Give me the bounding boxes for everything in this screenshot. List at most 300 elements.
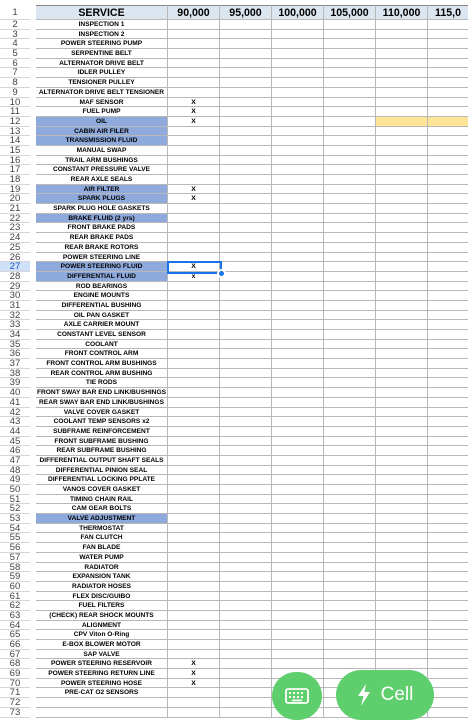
row-number[interactable]: 23	[0, 223, 30, 233]
grid-cell[interactable]	[168, 156, 220, 166]
grid-cell[interactable]	[376, 417, 428, 427]
grid-cell[interactable]	[272, 117, 324, 127]
grid-cell[interactable]	[168, 243, 220, 253]
grid-cell[interactable]	[428, 563, 468, 573]
grid-cell[interactable]	[272, 630, 324, 640]
grid-cell[interactable]	[324, 107, 376, 117]
grid-cell[interactable]	[220, 185, 272, 195]
grid-cell[interactable]	[376, 204, 428, 214]
service-cell[interactable]: WATER PUMP	[36, 553, 168, 563]
grid-cell[interactable]	[428, 88, 468, 98]
grid-cell[interactable]	[428, 253, 468, 263]
grid-cell[interactable]	[376, 650, 428, 660]
grid-cell[interactable]	[428, 156, 468, 166]
grid-cell[interactable]	[220, 291, 272, 301]
grid-cell[interactable]	[220, 708, 272, 718]
grid-cell[interactable]	[220, 533, 272, 543]
grid-cell[interactable]	[428, 708, 468, 718]
grid-cell[interactable]	[428, 49, 468, 59]
service-cell[interactable]: DIFFERENTIAL LOCKING PPLATE	[36, 475, 168, 485]
grid-cell[interactable]	[376, 78, 428, 88]
row-number[interactable]: 16	[0, 156, 30, 166]
grid-cell[interactable]: x	[168, 272, 220, 282]
row-number[interactable]: 31	[0, 301, 30, 311]
grid-cell[interactable]	[168, 165, 220, 175]
row-number[interactable]: 11	[0, 107, 30, 117]
row-number[interactable]: 49	[0, 475, 30, 485]
service-cell[interactable]: SAP VALVE	[36, 650, 168, 660]
grid-cell[interactable]	[324, 68, 376, 78]
grid-cell[interactable]: X	[168, 194, 220, 204]
grid-cell[interactable]	[272, 340, 324, 350]
grid-cell[interactable]	[220, 485, 272, 495]
grid-cell[interactable]	[168, 417, 220, 427]
grid-cell[interactable]	[324, 243, 376, 253]
grid-cell[interactable]	[272, 408, 324, 418]
grid-cell[interactable]	[376, 466, 428, 476]
grid-cell[interactable]	[324, 630, 376, 640]
grid-cell[interactable]	[272, 369, 324, 379]
grid-cell[interactable]	[376, 398, 428, 408]
grid-cell[interactable]	[168, 533, 220, 543]
grid-cell[interactable]	[376, 282, 428, 292]
grid-cell[interactable]	[168, 330, 220, 340]
grid-cell[interactable]	[428, 301, 468, 311]
grid-cell[interactable]	[428, 427, 468, 437]
service-cell[interactable]: AXLE CARRIER MOUNT	[36, 320, 168, 330]
row-number[interactable]: 6	[0, 59, 30, 69]
row-number[interactable]: 36	[0, 349, 30, 359]
grid-cell[interactable]	[428, 659, 468, 669]
grid-cell[interactable]	[220, 669, 272, 679]
service-cell[interactable]: SPARK PLUGS	[36, 194, 168, 204]
row-number[interactable]: 27	[0, 262, 30, 272]
grid-cell[interactable]	[220, 650, 272, 660]
grid-cell[interactable]	[428, 592, 468, 602]
grid-cell[interactable]	[220, 88, 272, 98]
grid-cell[interactable]	[376, 272, 428, 282]
grid-cell[interactable]	[272, 349, 324, 359]
row-number[interactable]: 73	[0, 708, 30, 718]
grid-cell[interactable]	[376, 49, 428, 59]
grid-cell[interactable]	[272, 194, 324, 204]
row-number[interactable]: 28	[0, 272, 30, 282]
row-number[interactable]: 4	[0, 39, 30, 49]
grid-cell[interactable]	[272, 185, 324, 195]
grid-cell[interactable]	[376, 572, 428, 582]
service-cell[interactable]: ALTERNATOR DRIVE BELT	[36, 59, 168, 69]
grid-cell[interactable]	[168, 49, 220, 59]
row-number[interactable]: 14	[0, 136, 30, 146]
grid-cell[interactable]	[324, 320, 376, 330]
grid-cell[interactable]	[376, 504, 428, 514]
service-cell[interactable]: REAR AXLE SEALS	[36, 175, 168, 185]
grid-cell[interactable]	[376, 456, 428, 466]
grid-cell[interactable]	[272, 204, 324, 214]
grid-cell[interactable]	[324, 98, 376, 108]
grid-cell[interactable]	[324, 253, 376, 263]
service-cell[interactable]: POWER STEERING PUMP	[36, 39, 168, 49]
row-number[interactable]: 40	[0, 388, 30, 398]
grid-cell[interactable]	[168, 611, 220, 621]
grid-cell[interactable]	[324, 563, 376, 573]
grid-cell[interactable]	[376, 243, 428, 253]
grid-cell[interactable]	[220, 524, 272, 534]
grid-cell[interactable]	[428, 388, 468, 398]
grid-cell[interactable]	[272, 262, 324, 272]
grid-cell[interactable]	[168, 437, 220, 447]
service-cell[interactable]: EXPANSION TANK	[36, 572, 168, 582]
grid-cell[interactable]	[324, 369, 376, 379]
column-header-mileage[interactable]: 115,0	[428, 5, 468, 20]
grid-cell[interactable]	[376, 630, 428, 640]
grid-cell[interactable]	[168, 204, 220, 214]
grid-cell[interactable]	[428, 175, 468, 185]
grid-cell[interactable]	[376, 30, 428, 40]
service-cell[interactable]: POWER STEERING LINE	[36, 253, 168, 263]
grid-cell[interactable]	[428, 349, 468, 359]
grid-cell[interactable]	[168, 88, 220, 98]
service-cell[interactable]: SERPENTINE BELT	[36, 49, 168, 59]
grid-cell[interactable]	[220, 378, 272, 388]
grid-cell[interactable]	[220, 369, 272, 379]
grid-cell[interactable]	[324, 553, 376, 563]
service-cell[interactable]: POWER STEERING RESERVOIR	[36, 659, 168, 669]
grid-cell[interactable]	[428, 456, 468, 466]
grid-cell[interactable]	[376, 524, 428, 534]
service-cell[interactable]: OIL	[36, 117, 168, 127]
grid-cell[interactable]	[272, 582, 324, 592]
grid-cell[interactable]	[272, 136, 324, 146]
grid-cell[interactable]	[428, 553, 468, 563]
row-number[interactable]: 62	[0, 601, 30, 611]
row-number[interactable]: 66	[0, 640, 30, 650]
service-cell[interactable]: PRE-CAT O2 SENSORS	[36, 688, 168, 698]
grid-cell[interactable]	[168, 282, 220, 292]
grid-cell[interactable]	[428, 485, 468, 495]
grid-cell[interactable]	[272, 485, 324, 495]
grid-cell[interactable]	[220, 446, 272, 456]
grid-cell[interactable]	[428, 311, 468, 321]
grid-cell[interactable]	[272, 98, 324, 108]
service-cell[interactable]: ENGINE MOUNTS	[36, 291, 168, 301]
grid-cell[interactable]	[324, 194, 376, 204]
grid-cell[interactable]	[376, 533, 428, 543]
grid-cell[interactable]	[428, 504, 468, 514]
service-cell[interactable]: DIFFERENTIAL OUTPUT SHAFT SEALS	[36, 456, 168, 466]
grid-cell[interactable]	[220, 543, 272, 553]
grid-cell[interactable]	[376, 611, 428, 621]
grid-cell[interactable]	[324, 417, 376, 427]
grid-cell[interactable]	[220, 30, 272, 40]
service-cell[interactable]: FUEL PUMP	[36, 107, 168, 117]
service-cell[interactable]: SUBFRAME REINFORCEMENT	[36, 427, 168, 437]
grid-cell[interactable]	[168, 563, 220, 573]
row-number[interactable]: 59	[0, 572, 30, 582]
grid-cell[interactable]: X	[168, 262, 220, 272]
service-cell[interactable]: INSPECTION 1	[36, 20, 168, 30]
grid-cell[interactable]	[168, 78, 220, 88]
grid-cell[interactable]: X	[168, 679, 220, 689]
row-number[interactable]: 8	[0, 78, 30, 88]
row-number[interactable]: 17	[0, 165, 30, 175]
grid-cell[interactable]	[220, 504, 272, 514]
grid-cell[interactable]	[168, 175, 220, 185]
grid-cell[interactable]	[272, 253, 324, 263]
grid-cell[interactable]	[324, 446, 376, 456]
grid-cell[interactable]: X	[168, 117, 220, 127]
grid-cell[interactable]	[168, 359, 220, 369]
grid-cell[interactable]	[272, 233, 324, 243]
grid-cell[interactable]	[324, 601, 376, 611]
grid-cell[interactable]	[168, 698, 220, 708]
grid-cell[interactable]	[220, 417, 272, 427]
grid-cell[interactable]	[376, 59, 428, 69]
grid-cell[interactable]	[272, 504, 324, 514]
grid-cell[interactable]	[324, 485, 376, 495]
grid-cell[interactable]	[376, 146, 428, 156]
grid-cell[interactable]	[272, 359, 324, 369]
grid-cell[interactable]	[168, 553, 220, 563]
grid-cell[interactable]	[376, 175, 428, 185]
service-cell[interactable]: POWER STEERING RETURN LINE	[36, 669, 168, 679]
grid-cell[interactable]	[220, 204, 272, 214]
grid-cell[interactable]	[168, 311, 220, 321]
grid-cell[interactable]	[376, 88, 428, 98]
row-number[interactable]: 61	[0, 592, 30, 602]
row-number[interactable]: 50	[0, 485, 30, 495]
row-number[interactable]: 10	[0, 98, 30, 108]
row-number[interactable]: 58	[0, 563, 30, 573]
grid-cell[interactable]	[428, 30, 468, 40]
grid-cell[interactable]	[220, 437, 272, 447]
grid-cell[interactable]	[376, 253, 428, 263]
grid-cell[interactable]	[428, 514, 468, 524]
grid-cell[interactable]	[376, 582, 428, 592]
service-cell[interactable]: CPV Viton O-Ring	[36, 630, 168, 640]
grid-cell[interactable]	[324, 311, 376, 321]
grid-cell[interactable]	[324, 659, 376, 669]
grid-cell[interactable]	[376, 640, 428, 650]
grid-cell[interactable]	[324, 136, 376, 146]
row-number[interactable]: 70	[0, 679, 30, 689]
row-number[interactable]: 25	[0, 243, 30, 253]
grid-cell[interactable]	[324, 388, 376, 398]
column-header-mileage[interactable]: 95,000	[220, 5, 272, 20]
grid-cell[interactable]	[324, 117, 376, 127]
grid-cell[interactable]: X	[168, 185, 220, 195]
grid-cell[interactable]	[324, 378, 376, 388]
grid-cell[interactable]	[272, 68, 324, 78]
grid-cell[interactable]	[428, 185, 468, 195]
grid-cell[interactable]	[428, 262, 468, 272]
grid-cell[interactable]	[376, 117, 428, 127]
grid-cell[interactable]	[428, 611, 468, 621]
grid-cell[interactable]	[272, 640, 324, 650]
grid-cell[interactable]	[220, 572, 272, 582]
grid-cell[interactable]	[168, 485, 220, 495]
service-cell[interactable]: FRONT BRAKE PADS	[36, 223, 168, 233]
grid-cell[interactable]	[428, 698, 468, 708]
grid-cell[interactable]	[376, 359, 428, 369]
service-cell[interactable]: REAR BRAKE ROTORS	[36, 243, 168, 253]
grid-cell[interactable]	[376, 291, 428, 301]
grid-cell[interactable]	[272, 621, 324, 631]
grid-cell[interactable]	[168, 543, 220, 553]
add-cell-button[interactable]	[336, 670, 434, 720]
grid-cell[interactable]	[324, 301, 376, 311]
row-number[interactable]: 52	[0, 504, 30, 514]
grid-cell[interactable]	[272, 59, 324, 69]
grid-cell[interactable]	[272, 514, 324, 524]
grid-cell[interactable]	[272, 650, 324, 660]
service-cell[interactable]: DIFFERENTIAL PINION SEAL	[36, 466, 168, 476]
grid-cell[interactable]	[168, 504, 220, 514]
grid-cell[interactable]	[272, 592, 324, 602]
grid-cell[interactable]	[428, 107, 468, 117]
grid-cell[interactable]	[168, 253, 220, 263]
row-number[interactable]: 60	[0, 582, 30, 592]
row-number[interactable]: 64	[0, 621, 30, 631]
service-cell[interactable]: TIE RODS	[36, 378, 168, 388]
grid-cell[interactable]	[168, 20, 220, 30]
grid-cell[interactable]	[324, 514, 376, 524]
grid-cell[interactable]	[272, 20, 324, 30]
grid-cell[interactable]	[428, 669, 468, 679]
grid-cell[interactable]	[324, 533, 376, 543]
service-cell[interactable]: INSPECTION 2	[36, 30, 168, 40]
grid-cell[interactable]	[168, 349, 220, 359]
grid-cell[interactable]: X	[168, 107, 220, 117]
grid-cell[interactable]	[272, 543, 324, 553]
grid-cell[interactable]	[376, 301, 428, 311]
grid-cell[interactable]	[324, 20, 376, 30]
grid-cell[interactable]	[220, 582, 272, 592]
grid-cell[interactable]	[428, 543, 468, 553]
row-number[interactable]: 42	[0, 408, 30, 418]
grid-cell[interactable]	[428, 272, 468, 282]
service-cell[interactable]: DIFFERENTIAL FLUID	[36, 272, 168, 282]
row-number[interactable]: 45	[0, 437, 30, 447]
service-cell[interactable]: POWER STEERING FLUID	[36, 262, 168, 272]
grid-cell[interactable]	[168, 398, 220, 408]
service-cell[interactable]: TIMING CHAIN RAIL	[36, 495, 168, 505]
grid-cell[interactable]	[168, 388, 220, 398]
grid-cell[interactable]	[428, 78, 468, 88]
grid-cell[interactable]	[272, 175, 324, 185]
grid-cell[interactable]	[272, 291, 324, 301]
grid-cell[interactable]	[220, 475, 272, 485]
grid-cell[interactable]	[324, 524, 376, 534]
row-number[interactable]: 54	[0, 524, 30, 534]
grid-cell[interactable]	[168, 650, 220, 660]
service-cell[interactable]: FRONT CONTROL ARM	[36, 349, 168, 359]
grid-cell[interactable]	[376, 127, 428, 137]
grid-cell[interactable]	[220, 243, 272, 253]
grid-cell[interactable]	[324, 495, 376, 505]
grid-cell[interactable]: X	[168, 98, 220, 108]
grid-cell[interactable]	[272, 223, 324, 233]
service-cell[interactable]: VALVE ADJUSTMENT	[36, 514, 168, 524]
grid-cell[interactable]	[272, 563, 324, 573]
grid-cell[interactable]	[168, 524, 220, 534]
grid-cell[interactable]	[324, 156, 376, 166]
column-header-mileage[interactable]: 100,000	[272, 5, 324, 20]
service-cell[interactable]: IDLER PULLEY	[36, 68, 168, 78]
grid-cell[interactable]	[220, 156, 272, 166]
grid-cell[interactable]	[428, 446, 468, 456]
grid-cell[interactable]	[376, 233, 428, 243]
row-number[interactable]: 68	[0, 659, 30, 669]
grid-cell[interactable]	[428, 39, 468, 49]
service-cell[interactable]: MANUAL SWAP	[36, 146, 168, 156]
service-cell[interactable]: TRANSMISSION FLUID	[36, 136, 168, 146]
service-cell[interactable]: BRAKE FLUID (2 yrs)	[36, 214, 168, 224]
service-cell[interactable]: VALVE COVER GASKET	[36, 408, 168, 418]
grid-cell[interactable]	[324, 49, 376, 59]
service-cell[interactable]: TRAIL ARM BUSHINGS	[36, 156, 168, 166]
grid-cell[interactable]	[168, 369, 220, 379]
grid-cell[interactable]	[428, 378, 468, 388]
row-number[interactable]: 48	[0, 466, 30, 476]
row-number[interactable]: 3	[0, 30, 30, 40]
service-cell[interactable]: FRONT SWAY BAR END LINK/BUSHINGS	[36, 388, 168, 398]
grid-cell[interactable]	[220, 262, 272, 272]
row-number[interactable]: 19	[0, 185, 30, 195]
grid-cell[interactable]	[168, 630, 220, 640]
grid-cell[interactable]	[220, 456, 272, 466]
grid-cell[interactable]	[272, 282, 324, 292]
grid-cell[interactable]	[220, 514, 272, 524]
grid-cell[interactable]	[168, 136, 220, 146]
grid-cell[interactable]	[272, 524, 324, 534]
grid-cell[interactable]	[272, 49, 324, 59]
service-cell[interactable]: CAM GEAR BOLTS	[36, 504, 168, 514]
row-number[interactable]: 71	[0, 688, 30, 698]
grid-cell[interactable]	[376, 485, 428, 495]
grid-cell[interactable]	[220, 340, 272, 350]
grid-cell[interactable]	[428, 466, 468, 476]
grid-cell[interactable]	[324, 650, 376, 660]
grid-cell[interactable]	[428, 194, 468, 204]
grid-cell[interactable]	[324, 640, 376, 650]
grid-cell[interactable]	[324, 437, 376, 447]
row-number[interactable]: 9	[0, 88, 30, 98]
grid-cell[interactable]	[324, 39, 376, 49]
grid-cell[interactable]	[376, 446, 428, 456]
grid-cell[interactable]	[376, 68, 428, 78]
grid-cell[interactable]	[324, 456, 376, 466]
grid-cell[interactable]	[168, 68, 220, 78]
grid-cell[interactable]	[220, 349, 272, 359]
grid-cell[interactable]	[220, 39, 272, 49]
grid-cell[interactable]: X	[168, 669, 220, 679]
selection-drag-handle[interactable]	[217, 269, 226, 278]
grid-cell[interactable]	[220, 175, 272, 185]
grid-cell[interactable]	[324, 59, 376, 69]
service-cell[interactable]: REAR SUBFRAME BUSHING	[36, 446, 168, 456]
service-cell[interactable]: ALIGNMENT	[36, 621, 168, 631]
service-cell[interactable]: FUEL FILTERS	[36, 601, 168, 611]
grid-cell[interactable]	[376, 514, 428, 524]
grid-cell[interactable]	[324, 408, 376, 418]
grid-cell[interactable]	[168, 146, 220, 156]
grid-cell[interactable]	[220, 253, 272, 263]
grid-cell[interactable]	[428, 59, 468, 69]
grid-cell[interactable]	[324, 611, 376, 621]
grid-cell[interactable]	[272, 437, 324, 447]
row-number[interactable]: 72	[0, 698, 30, 708]
